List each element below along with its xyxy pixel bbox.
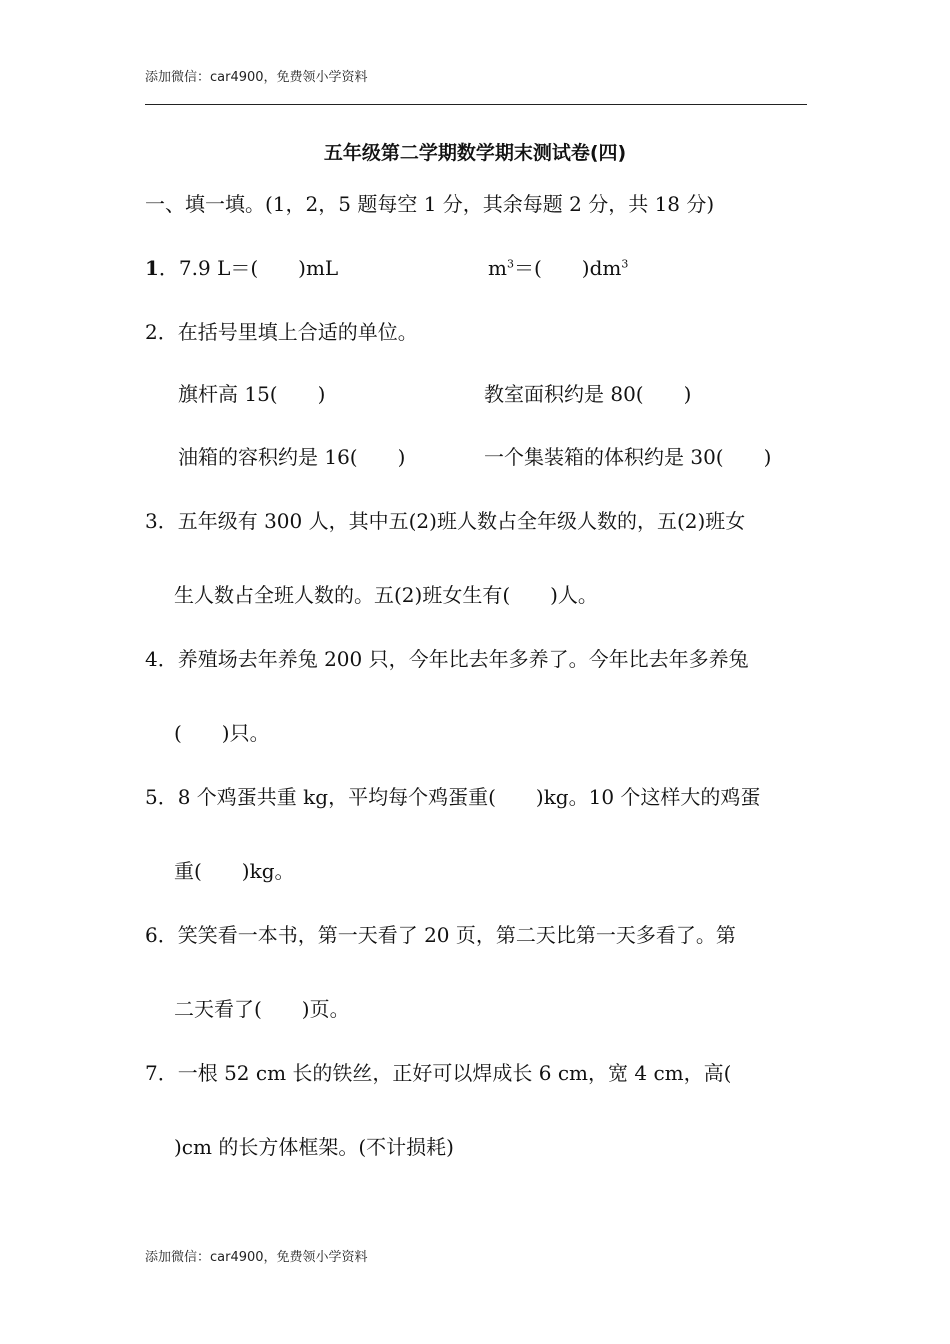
question-7-line1: 7．一根 52 cm 长的铁丝，正好可以焊成长 6 cm，宽 4 cm，高(: [145, 1061, 732, 1085]
question-2-item-a: 旗杆高 15( ): [178, 382, 326, 406]
question-1-left: [145, 252, 338, 281]
question-1-right-mid: ＝( )dm: [513, 256, 622, 280]
superscript: 3: [621, 257, 629, 271]
question-7-line2: )cm 的长方体框架。(不计损耗): [174, 1135, 454, 1159]
question-2-item-d: 一个集装箱的体积约是 30( ): [484, 445, 772, 469]
question-2-item-b: 教室面积约是 80( ): [484, 382, 692, 406]
section-heading: 一、填一填。(1，2，5 题每空 1 分，其余每题 2 分，共 18 分): [145, 192, 715, 216]
question-1-number: 1: [145, 256, 159, 280]
question-4-line2: ( )只。: [174, 721, 270, 745]
question-1-right-base: m: [488, 256, 507, 280]
header-note: 添加微信：car4900，免费领小学资料: [145, 70, 368, 85]
question-1-left-text: ．7.9 L＝( )mL: [158, 256, 339, 280]
question-2-item-c: 油箱的容积约是 16( ): [178, 445, 406, 469]
footer-note: 添加微信：car4900，免费领小学资料: [145, 1250, 368, 1265]
question-6-line1: 6．笑笑看一本书，第一天看了 20 页，第二天比第一天多看了。第: [145, 923, 736, 947]
question-5-line2: 重( )kg。: [174, 859, 295, 883]
question-3-line2: 生人数占全班人数的。五(2)班女生有( )人。: [174, 583, 598, 607]
question-6-line2: 二天看了( )页。: [174, 997, 350, 1021]
page-title: 五年级第二学期数学期末测试卷(四): [323, 142, 627, 164]
question-3-line1: 3．五年级有 300 人，其中五(2)班人数占全年级人数的，五(2)班女: [145, 509, 746, 533]
header-divider: [145, 104, 807, 105]
question-2-text: 2．在括号里填上合适的单位。: [145, 320, 418, 344]
question-1-right: [488, 252, 628, 281]
question-5-line1: 5．8 个鸡蛋共重 kg，平均每个鸡蛋重( )kg。10 个这样大的鸡蛋: [145, 785, 761, 809]
question-4-line1: 4．养殖场去年养兔 200 只，今年比去年多养了。今年比去年多养兔: [145, 647, 749, 671]
superscript: 3: [506, 257, 514, 271]
